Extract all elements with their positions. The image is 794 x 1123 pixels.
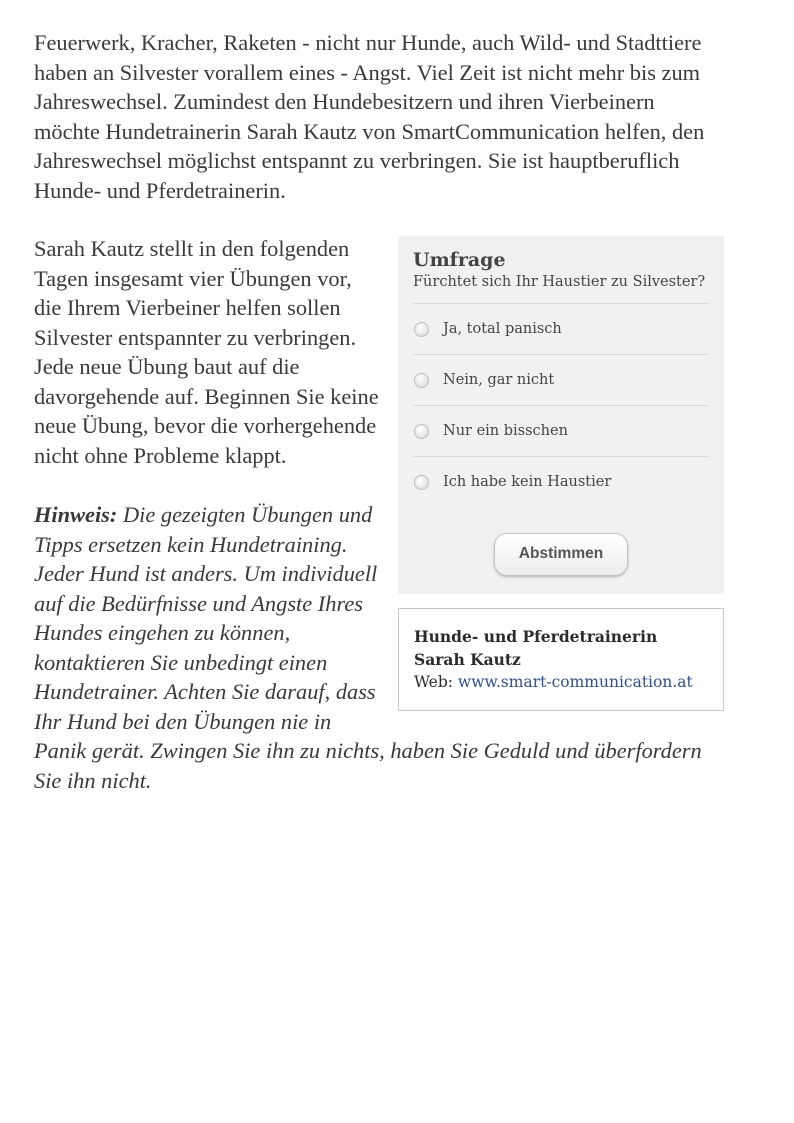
- poll-option-nein[interactable]: [413, 354, 709, 405]
- poll-title: Umfrage: [413, 249, 506, 271]
- article: [34, 28, 724, 795]
- poll-option-label: Nur ein bisschen: [443, 423, 568, 439]
- trainer-web-link[interactable]: www.smart-communication.at: [457, 672, 693, 691]
- radio-button[interactable]: [414, 475, 429, 490]
- hinweis-label: Hinweis:: [34, 502, 118, 527]
- article-paragraph: Sarah Kautz stellt in den folgenden Tagen insgesamt vier Übungen vor, die Ihrem Vierbeiner helfen sollen Silvester entspannter zu verbringen. Jede neue Übung baut auf die davorgehende auf. Beginnen Sie keine neue Übung, bevor die vorhergehende nicht ohne Probleme klappt.: [34, 236, 379, 468]
- poll-widget: [398, 236, 724, 594]
- trainer-web-label: Web:: [414, 672, 458, 691]
- hinweis-text: Die gezeigten Übungen und Tipps ersetzen kein Hundetraining. Jeder Hund ist anders. Um individuell auf die Bedürfnisse und Angste Ihres Hundes eingehen zu können, kontaktieren Sie unbedingt einen Hundetrainer. Achten Sie darauf, dass Ihr Hund bei den Übungen nie in Panik gerät. Zwingen Sie ihn zu nichts, haben Sie Geduld und überfordern Sie ihn nicht.: [34, 502, 702, 793]
- article-intro: Feuerwerk, Kracher, Raketen - nicht nur Hunde, auch Wild- und Stadttiere haben an Silvester vorallem eines - Angst. Viel Zeit ist nicht mehr bis zum Jahreswechsel. Zumindest den Hundebesitzern und ihren Vierbeinern möchte Hundetrainerin Sarah Kautz von SmartCommunication helfen, den Jahreswechsel möglichst entspannt zu verbringen. Sie ist hauptberuflich Hunde- und Pferdetrainerin.: [34, 30, 705, 203]
- trainer-info-box: [398, 608, 724, 711]
- radio-button[interactable]: [414, 373, 429, 388]
- radio-button[interactable]: [414, 322, 429, 337]
- vote-button[interactable]: Abstimmen: [494, 533, 628, 576]
- trainer-web: [414, 671, 708, 694]
- poll-question: Fürchtet sich Ihr Haustier zu Silvester?: [413, 274, 706, 290]
- trainer-title: Hunde- und Pferdetrainerin: [414, 626, 658, 646]
- poll-option-kein-haustier[interactable]: [413, 456, 709, 507]
- poll-option-label: Ja, total panisch: [443, 321, 562, 337]
- poll-option-label: Nein, gar nicht: [443, 372, 555, 388]
- poll-option-bisschen[interactable]: [413, 405, 709, 456]
- poll-option-label: Ich habe kein Haustier: [443, 474, 612, 490]
- trainer-name: Sarah Kautz: [414, 649, 521, 669]
- poll-option-ja[interactable]: [413, 303, 709, 354]
- vote-button-wrap: [413, 507, 709, 576]
- radio-button[interactable]: [414, 424, 429, 439]
- sidebar: [398, 236, 724, 711]
